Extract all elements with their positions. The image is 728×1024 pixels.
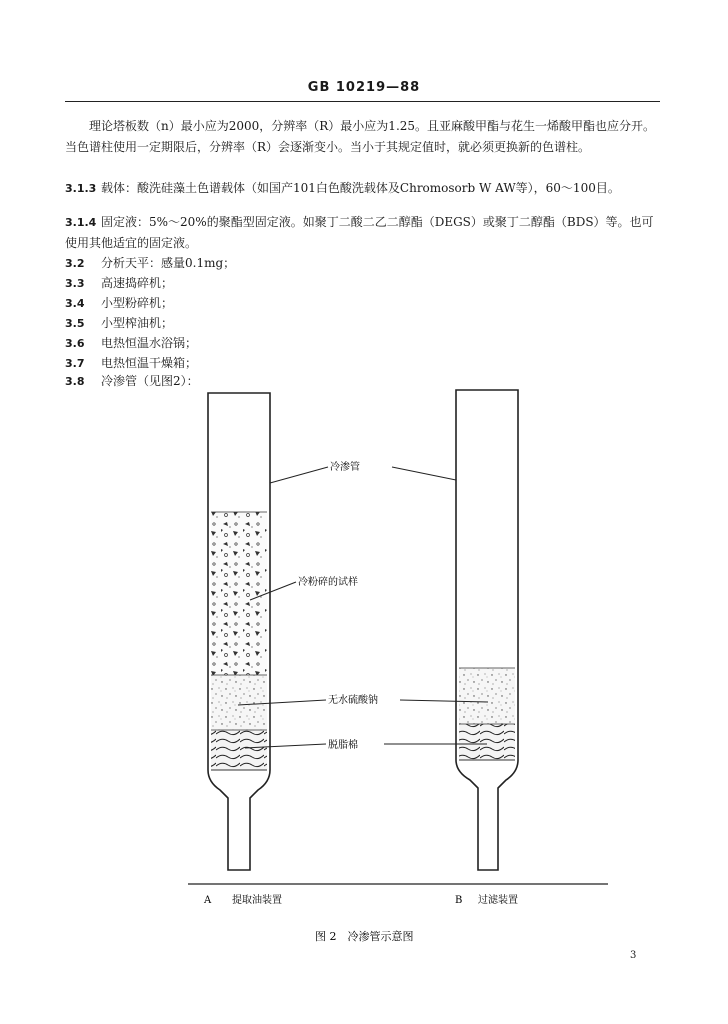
item-number: 3.1.4 xyxy=(65,216,97,229)
paragraph-1: 理论塔板数（n）最小应为2000，分辨率（R）最小应为1.25。且亚麻酸甲酯与花生一烯酸甲酯也应分开。当色谱柱使用一定期限后，分辨率（R）会逐渐变小。当小于其规定值时，就必须更换新的色谱柱。 xyxy=(65,119,656,154)
item-text: 小型榨油机； xyxy=(101,316,174,330)
item-number: 3.2 xyxy=(65,257,85,270)
sodium-sulfate-layer-b xyxy=(459,668,515,724)
sub-b-letter: B xyxy=(455,895,463,906)
item-text: 载体：酸洗硅藻土色谱载体（如国产101白色酸洗载体及Chromosorb W AW等），60～100目。 xyxy=(101,181,620,195)
tube-a xyxy=(208,393,270,870)
item-3-7 xyxy=(65,354,660,371)
cotton-layer-a xyxy=(211,730,267,770)
item-3-3 xyxy=(65,274,660,291)
item-number: 3.1.3 xyxy=(65,182,97,195)
sodium-sulfate-layer-a xyxy=(211,675,267,730)
item-text: 高速捣碎机； xyxy=(101,276,174,290)
item-text: 分析天平：感量0.1mg； xyxy=(101,256,236,270)
item-3-1-3 xyxy=(65,178,660,199)
item-number: 3.4 xyxy=(65,297,85,310)
sub-a-letter: A xyxy=(204,895,212,906)
item-3-5 xyxy=(65,314,660,331)
label-sample: 冷粉碎的试样 xyxy=(298,577,358,588)
item-number: 3.7 xyxy=(65,357,85,370)
item-3-2 xyxy=(65,254,660,271)
item-3-4 xyxy=(65,294,660,311)
item-text: 电热恒温干燥箱； xyxy=(101,356,198,370)
sub-b-text: 过滤装置 xyxy=(478,895,518,906)
header-rule xyxy=(65,101,660,102)
item-3-6 xyxy=(65,334,660,351)
tube-b xyxy=(456,390,518,870)
label-tube: 冷渗管 xyxy=(330,462,360,473)
item-number: 3.6 xyxy=(65,337,85,350)
cotton-layer-b xyxy=(459,724,515,760)
item-text: 小型粉碎机； xyxy=(101,296,174,310)
figure-2-cold-extraction-tube xyxy=(0,380,728,950)
item-text: 电热恒温水浴锅； xyxy=(101,336,198,350)
figure-caption: 图 2 冷渗管示意图 xyxy=(315,930,414,943)
sub-a-text: 提取油装置 xyxy=(232,895,282,906)
standard-number: GB 10219—88 xyxy=(307,80,421,95)
item-text: 固定液：5%～20%的聚酯型固定液。如聚丁二酸二乙二醇酯（DEGS）或聚丁二醇酯（BDS）等。也可使用其他适宜的固定液。 xyxy=(65,215,654,250)
label-cotton: 脱脂棉 xyxy=(328,740,358,751)
label-sodium-sulfate: 无水硫酸钠 xyxy=(328,695,378,706)
item-3-1-4 xyxy=(65,212,660,254)
item-number: 3.3 xyxy=(65,277,85,290)
item-number: 3.8 xyxy=(65,375,85,388)
item-text: 冷渗管（见图2）： xyxy=(101,374,199,388)
sample-layer-a xyxy=(211,512,267,675)
page-number: 3 xyxy=(630,950,637,961)
item-number: 3.5 xyxy=(65,317,85,330)
